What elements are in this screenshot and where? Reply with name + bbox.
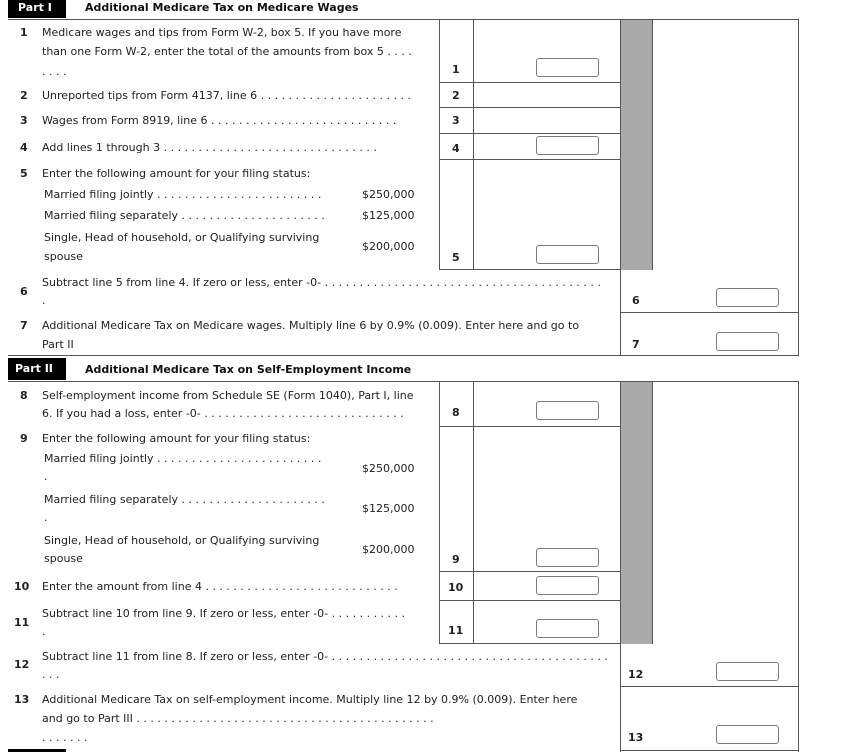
line-3-box-label: 3: [452, 114, 460, 127]
part2-shaded-column: [620, 382, 652, 644]
rule: [439, 600, 621, 601]
line-2-text: Unreported tips from Form 4137, line 6 . . . . . . . . . . . . . . . . . . . . . .: [42, 89, 411, 102]
line-9-mfs-label: Married filing separately . . . . . . . . . . . . . . . . . . . . .: [44, 493, 325, 506]
line-6-text: Subtract line 5 from line 4. If zero or less, enter -0- . . . . . . . . . . . . . . . . . . . . . . . . . . . . . . . . . . . . . . . .: [42, 276, 601, 289]
line-1-box-label: 1: [452, 63, 460, 76]
line-9-input[interactable]: [536, 548, 599, 567]
line-6-number: 6: [20, 285, 28, 298]
line-9-mfj-amount: $250,000: [362, 462, 415, 475]
line-12-text: . . .: [42, 668, 60, 681]
rule: [620, 382, 621, 752]
line-13-number: 13: [14, 693, 30, 706]
line-5-single-label: spouse: [44, 250, 83, 263]
rule: [439, 82, 621, 83]
rule: [439, 133, 621, 134]
rule: [620, 750, 799, 751]
part1-title: Additional Medicare Tax on Medicare Wages: [85, 1, 359, 14]
part2-label: Part II: [8, 358, 66, 380]
line-5-box-label: 5: [452, 251, 460, 264]
line-5-text: Enter the following amount for your filing status:: [42, 167, 311, 180]
line-13-text: . . . . . . .: [42, 731, 88, 744]
rule: [652, 382, 653, 644]
line-6-box-label: 6: [632, 294, 640, 307]
rule: [439, 382, 440, 644]
line-1-input[interactable]: [536, 58, 599, 77]
rule: [439, 107, 621, 108]
rule: [652, 20, 653, 270]
line-9-mfj-label: Married filing jointly . . . . . . . . . . . . . . . . . . . . . . . .: [44, 452, 322, 465]
line-1-number: 1: [20, 26, 28, 39]
part1-label: Part I: [8, 0, 66, 18]
line-5-mfj-amount: $250,000: [362, 188, 415, 201]
line-10-text: Enter the amount from line 4 . . . . . . . . . . . . . . . . . . . . . . . . . . . .: [42, 580, 398, 593]
line-5-input[interactable]: [536, 245, 599, 264]
line-5-mfj-label: Married filing jointly . . . . . . . . . . . . . . . . . . . . . . . .: [44, 188, 322, 201]
line-11-text: .: [42, 625, 46, 638]
line-11-number: 11: [14, 616, 30, 629]
line-6-text: .: [42, 294, 46, 307]
line-10-number: 10: [14, 580, 30, 593]
line-5-mfs-amount: $125,000: [362, 209, 415, 222]
line-13-text: Additional Medicare Tax on self-employment income. Multiply line 12 by 0.9% (0.009). Enter here: [42, 693, 578, 706]
line-9-mfj-dot: .: [44, 470, 48, 483]
line-5-mfs-label: Married filing separately . . . . . . . . . . . . . . . . . . . . .: [44, 209, 325, 222]
line-11-box-label: 11: [448, 624, 464, 637]
line-10-box-label: 10: [448, 581, 464, 594]
line-9-single-label: Single, Head of household, or Qualifying surviving: [44, 534, 320, 547]
part1-header-rule: [8, 19, 799, 20]
line-13-box-label: 13: [628, 731, 644, 744]
line-13-text: and go to Part III . . . . . . . . . . . . . . . . . . . . . . . . . . . . . . . . . . . . . . . . . . .: [42, 712, 434, 725]
rule: [439, 20, 440, 270]
line-7-box-label: 7: [632, 338, 640, 351]
rule: [439, 426, 621, 427]
line-12-text: Subtract line 11 from line 8. If zero or less, enter -0- . . . . . . . . . . . . . . . . . . . . . . . . . . . . . . . . . . . . . . . .: [42, 650, 608, 663]
line-9-single-label: spouse: [44, 552, 83, 565]
line-9-mfs-dot: .: [44, 511, 48, 524]
rule: [439, 269, 621, 270]
rule: [620, 686, 799, 687]
line-11-input[interactable]: [536, 619, 599, 638]
line-8-box-label: 8: [452, 406, 460, 419]
line-7-text: Additional Medicare Tax on Medicare wages. Multiply line 6 by 0.9% (0.009). Enter here and go to: [42, 319, 580, 332]
line-7-input[interactable]: [716, 332, 779, 351]
rule: [8, 355, 799, 356]
part2-title: Additional Medicare Tax on Self-Employment Income: [85, 363, 412, 376]
line-5-number: 5: [20, 167, 28, 180]
line-2-box-label: 2: [452, 89, 460, 102]
line-10-input[interactable]: [536, 576, 599, 595]
line-11-text: Subtract line 10 from line 9. If zero or less, enter -0- . . . . . . . . . . .: [42, 607, 406, 620]
line-9-mfs-amount: $125,000: [362, 502, 415, 515]
rule: [473, 20, 474, 270]
rule: [439, 159, 621, 160]
line-9-text: Enter the following amount for your filing status:: [42, 432, 311, 445]
line-4-text: Add lines 1 through 3 . . . . . . . . . . . . . . . . . . . . . . . . . . . . . . .: [42, 141, 377, 154]
line-8-text: 6. If you had a loss, enter -0- . . . . . . . . . . . . . . . . . . . . . . . . . . . . .: [42, 407, 404, 420]
line-5-single-label: Single, Head of household, or Qualifying surviving: [44, 231, 320, 244]
line-3-text: Wages from Form 8919, line 6 . . . . . . . . . . . . . . . . . . . . . . . . . . .: [42, 114, 397, 127]
line-1-text: than one Form W-2, enter the total of the amounts from box 5 . . . .: [42, 45, 412, 58]
part2-header-rule: [8, 381, 799, 382]
line-9-number: 9: [20, 432, 28, 445]
line-4-number: 4: [20, 141, 28, 154]
rule: [798, 382, 799, 752]
line-13-input[interactable]: [716, 725, 779, 744]
line-9-box-label: 9: [452, 553, 460, 566]
rule: [439, 571, 621, 572]
line-12-box-label: 12: [628, 668, 644, 681]
rule: [620, 20, 621, 355]
line-4-box-label: 4: [452, 142, 460, 155]
line-5-single-amount: $200,000: [362, 240, 415, 253]
line-12-input[interactable]: [716, 662, 779, 681]
line-9-single-amount: $200,000: [362, 543, 415, 556]
rule: [473, 382, 474, 644]
line-8-input[interactable]: [536, 401, 599, 420]
line-2-number: 2: [20, 89, 28, 102]
rule: [620, 312, 799, 313]
rule: [798, 20, 799, 355]
line-7-text: Part II: [42, 338, 74, 351]
line-8-text: Self-employment income from Schedule SE (Form 1040), Part I, line: [42, 389, 414, 402]
line-1-text: Medicare wages and tips from Form W-2, box 5. If you have more: [42, 26, 402, 39]
line-8-number: 8: [20, 389, 28, 402]
part1-shaded-column: [620, 20, 652, 270]
rule: [439, 643, 621, 644]
line-1-text: . . . .: [42, 65, 67, 78]
line-6-input[interactable]: [716, 288, 779, 307]
line-12-number: 12: [14, 658, 30, 671]
line-4-input[interactable]: [536, 136, 599, 155]
line-7-number: 7: [20, 319, 28, 332]
line-3-number: 3: [20, 114, 28, 127]
